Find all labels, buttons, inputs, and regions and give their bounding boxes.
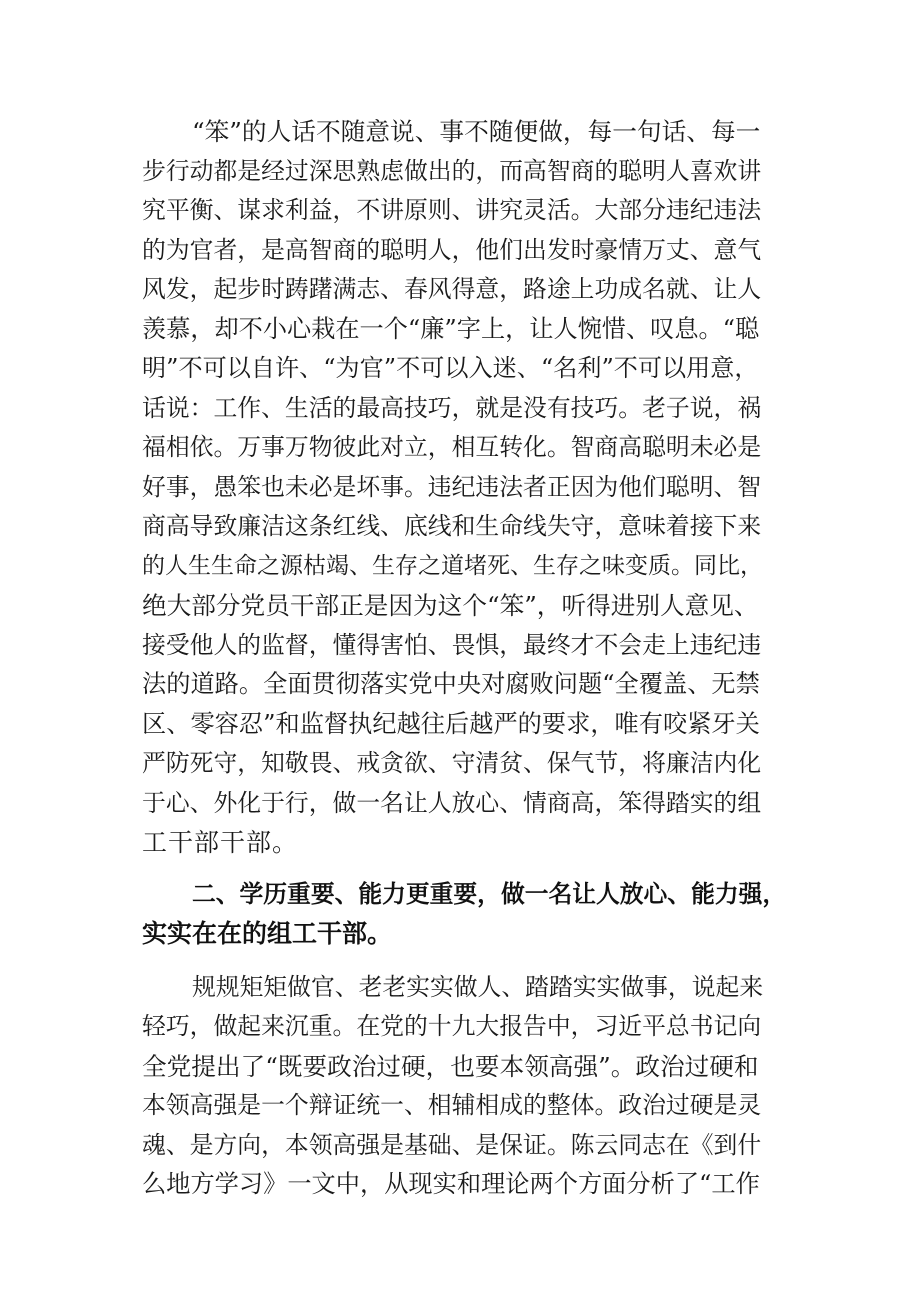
text-line: 魂、是方向，本领高强是基础、是保证。陈云同志在《到什 [142,1130,762,1159]
text-line: 全党提出了“既要政治过硬，也要本领高强”。政治过硬和 [142,1051,759,1081]
text-line: 羡慕，却不小心栽在一个“廉”字上，让人惋惜、叹息。“聪 [142,314,760,343]
heading-line: 二、学历重要、能力更重要，做一名让人放心、能力强， [192,879,787,908]
section-heading [142,875,787,954]
text-line: 话说：工作、生活的最高技巧，就是没有技巧。老子说，祸 [142,393,762,422]
paragraph-spacer [142,863,784,875]
text-line: 接受他人的监督，懂得害怕、畏惧，最终才不会走上违纪违 [142,630,762,659]
text-line: 轻巧，做起来沉重。在党的十九大报告中，习近平总书记向 [142,1012,762,1040]
text-line: 风发，起步时踌躇满志、春风得意，路途上功成名就、让人 [142,275,762,303]
text-line: 本领高强是一个辩证统一、相辅相成的整体。政治过硬是灵 [142,1091,762,1119]
paragraph-spacer [142,954,784,968]
text-line: 究平衡、谋求利益，不讲原则、讲究灵活。大部分违纪违法 [142,196,762,224]
text-line: 商高导致廉洁这条红线、底线和生命线失守，意味着接下来 [142,512,762,540]
heading-line: 实实在在的组工干部。 [142,919,393,948]
text-line: “笨”的人话不随意说、事不随便做，每一句话、每一 [192,117,761,146]
text-line: 绝大部分党员干部正是因为这个“笨”，听得进别人意见、 [142,591,759,620]
text-line: 好事，愚笨也未必是坏事。违纪违法者正因为他们聪明、智 [142,472,762,501]
text-line: 严防死守，知敬畏、戒贪欲、守清贫、保气节，将廉洁内化 [142,749,762,777]
text-line: 区、零容忍”和监督执纪越往后越严的要求，唯有咬紧牙关 [142,709,760,738]
text-line: 规规矩矩做官、老老实实做人、踏踏实实做事，说起来 [192,972,764,1001]
text-line: 的人生生命之源枯竭、生存之道堵死、生存之味变质。同比， [142,552,763,579]
document-body [142,112,787,1205]
text-line: 明”不可以自许、“为官”不可以入迷、“名利”不可以用意， [142,354,759,382]
text-line: 步行动都是经过深思熟虑做出的，而高智商的聪明人喜欢讲 [142,156,762,185]
text-line: 么地方学习》一文中，从现实和理论两个方面分析了“工作 [142,1170,760,1198]
text-line: 法的道路。全面贯彻落实党中央对腐败问题“全覆盖、无禁 [142,670,760,698]
text-line: 福相依。万事万物彼此对立，相互转化。智商高聪明未必是 [142,433,762,461]
text-line: 于心、外化于行，做一名让人放心、情商高，笨得踏实的组 [142,788,762,817]
text-line: 工干部干部。 [142,828,299,857]
paragraph-body-3 [142,968,784,1205]
paragraph-body-1 [142,112,784,863]
text-line: 的为官者，是高智商的聪明人，他们出发时豪情万丈、意气 [142,235,762,264]
